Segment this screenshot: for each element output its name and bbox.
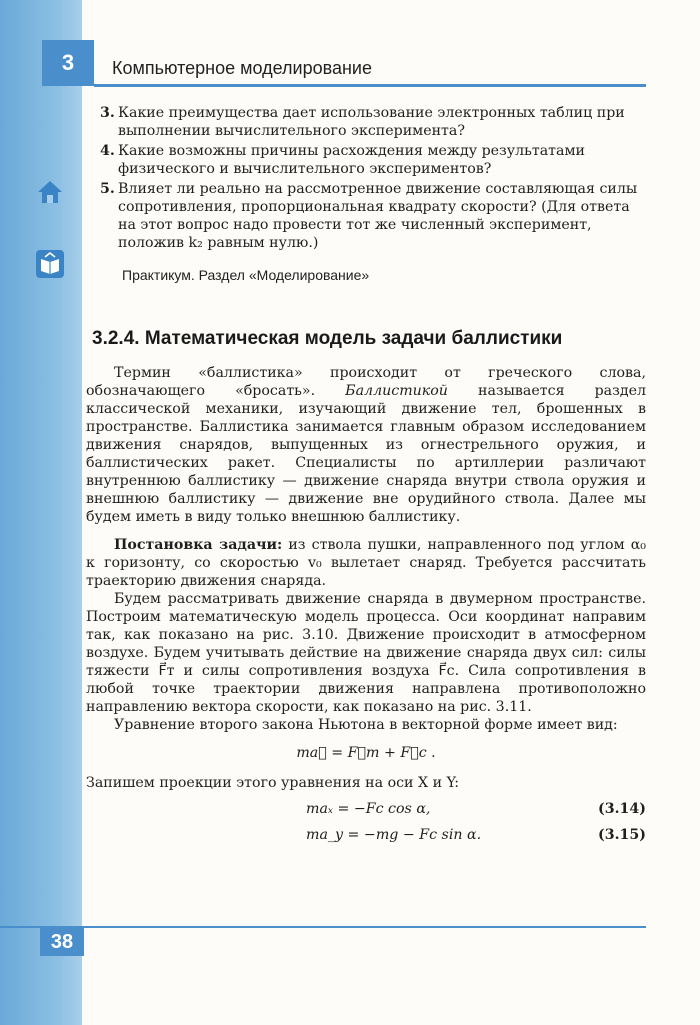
intro-text: Термин «баллистика» происходит от греческого слова, обозначающего «бросать».	[86, 365, 646, 399]
page-number: 38	[40, 928, 84, 956]
question-number: 5.	[100, 181, 115, 197]
newton-paragraph: Уравнение второго закона Ньютона в векторной форме имеет вид:	[114, 717, 618, 733]
question-text: Какие возможны причины расхождения между результатами физического и вычислительного экспериментов?	[118, 143, 585, 177]
projection-paragraph: Запишем проекции этого уравнения на оси X и Y:	[86, 775, 459, 791]
equation-formula: maₓ = −Fс cos α,	[306, 801, 431, 817]
side-band	[0, 0, 82, 1025]
question-list	[86, 104, 646, 252]
book-icon[interactable]	[36, 250, 64, 278]
running-header-title: Компьютерное моделирование	[112, 58, 372, 78]
practicum-reference[interactable]: Практикум. Раздел «Моделирование»	[122, 267, 370, 283]
equation-row	[306, 800, 646, 826]
intro-paragraph	[86, 364, 646, 526]
question-number: 3.	[100, 105, 115, 121]
problem-label: Постановка задачи:	[114, 537, 283, 553]
question-item	[86, 180, 646, 252]
chapter-number-tab: 3	[42, 40, 94, 86]
problem-text: из ствола пушки, направленного под углом α₀ к горизонту, со скоростью v₀ вылетает снаряд. Требуется рассчитать траекторию движения снаряда.	[86, 537, 646, 589]
intro-text-cont: называется раздел классической механики, изучающий движение тел, брошенных в пространстве. Баллистика занимается главным образом исследованием движения снарядов, выпущенных из огнестрельного оружия, и баллистических ракет. Специалисты по артиллерии различают внутреннюю баллистику — движение снаряда внутри ствола оружия и внешнюю баллистику — движение вне орудийного ствола. Далее мы будем иметь в виду только внешнюю баллистику.	[86, 383, 646, 525]
home-icon[interactable]	[36, 178, 64, 206]
intro-italic-term: Баллистикой	[345, 383, 448, 399]
vector-equation: ma⃗ = F⃗т + F⃗с .	[296, 745, 436, 761]
equation-number: (3.14)	[598, 801, 646, 817]
problem-paragraph	[86, 536, 646, 590]
equation-number: (3.15)	[598, 827, 646, 843]
question-number: 4.	[100, 143, 115, 159]
question-text: Какие преимущества дает использование электронных таблиц при выполнении вычислительного эксперимента?	[118, 105, 625, 139]
model-paragraph: Будем рассматривать движение снаряда в двумерном пространстве. Построим математическую модель процесса. Оси координат направим так, как показано на рис. 3.10. Движение происходит в атмосферном воздухе. Будем учитывать действие на движение снаряда двух сил: силы тяжести F⃗т и силы сопротивления воздуха F⃗с. Сила сопротивления в любой точке траектории движения направлена противоположно направлению вектора скорости, как показано на рис. 3.11.	[86, 591, 646, 715]
section-title: 3.2.4. Математическая модель задачи баллистики	[92, 328, 563, 349]
question-text: Влияет ли реально на рассмотренное движение составляющая силы сопротивления, пропорциональная квадрату скорости? (Для ответа на этот вопрос надо провести тот же численный эксперимент, положив k₂ равным нулю.)	[118, 181, 638, 251]
page-content	[86, 104, 646, 852]
question-item	[86, 104, 646, 140]
header-rule	[94, 84, 646, 87]
footer-rule	[0, 926, 646, 928]
equation-row	[306, 826, 646, 852]
question-item	[86, 142, 646, 178]
equation-block	[86, 800, 646, 852]
equation-formula: ma_y = −mg − Fс sin α.	[306, 827, 482, 843]
